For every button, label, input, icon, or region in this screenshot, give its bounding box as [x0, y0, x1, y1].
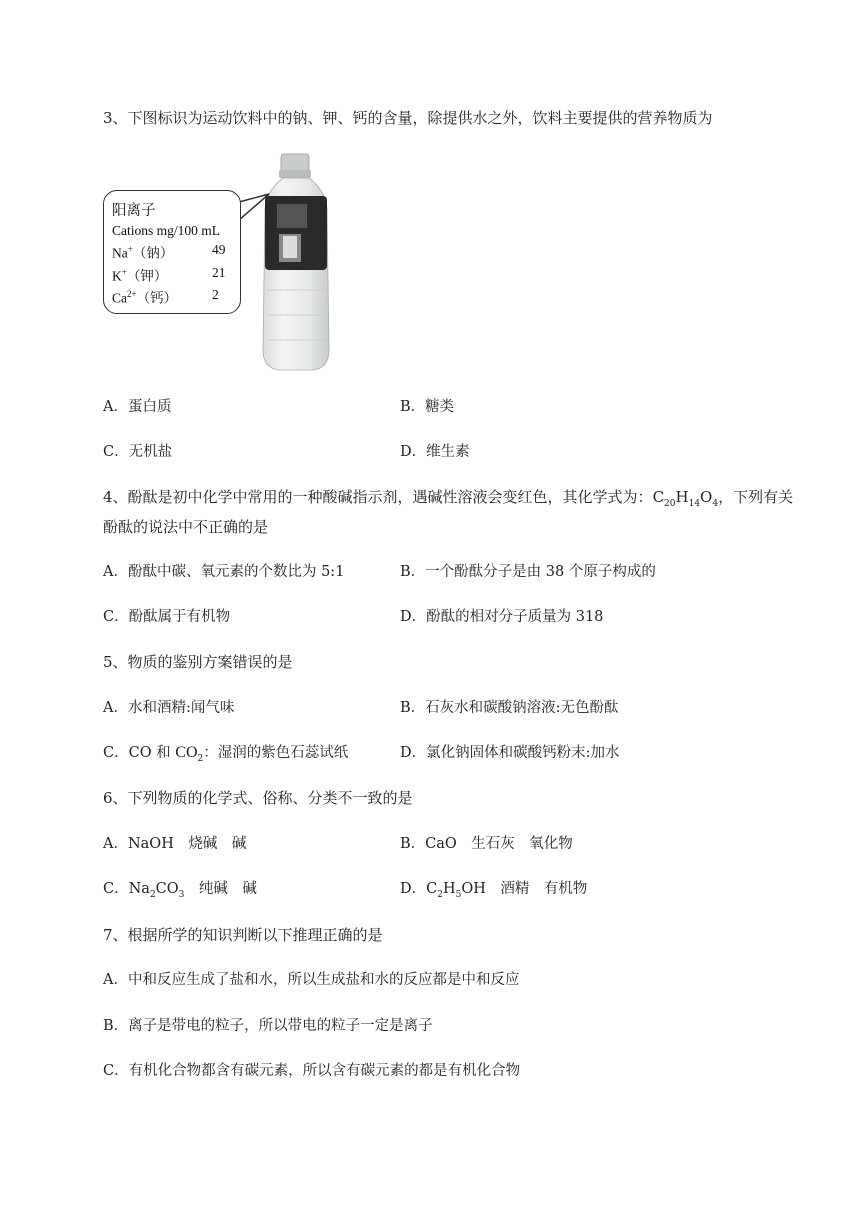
q3-option-a[interactable]: A．蛋白质: [103, 399, 172, 415]
label-unit: Cations mg/100 mL: [112, 223, 220, 238]
q3-option-c[interactable]: C．无机盐: [103, 444, 173, 460]
phenolphthalein-formula: $C_{20}H_{14}O_4$: [652, 488, 719, 509]
q4-option-c[interactable]: C．酚酞属于有机物: [103, 609, 231, 625]
q7-stem: 7、根据所学的知识判断以下推理正确的是: [103, 926, 383, 944]
q7-option-b[interactable]: B．离子是带电的粒子，所以带电的粒子一定是离子: [103, 1018, 433, 1034]
q5-stem: 5、物质的鉴别方案错误的是: [103, 653, 293, 671]
label-row-ca: $Ca^{2+}$（钙） 2: [112, 287, 219, 306]
q7-option-c[interactable]: C．有机化合物都含有碳元素，所以含有碳元素的都是有机化合物: [103, 1063, 521, 1079]
q5-option-b[interactable]: B．石灰水和碳酸钠溶液:无色酚酞: [400, 700, 619, 716]
label-title: 阳离子: [112, 203, 156, 219]
q3-option-b[interactable]: B．糖类: [400, 399, 455, 415]
q4-option-a[interactable]: A．酚酞中碳、氧元素的个数比为 5:1: [103, 564, 345, 580]
q3-option-d[interactable]: D．维生素: [400, 444, 470, 460]
q6-stem: 6、下列物质的化学式、俗称、分类不一致的是: [103, 789, 413, 807]
q5-option-a[interactable]: A．水和酒精:闻气味: [103, 700, 235, 716]
q4-option-d[interactable]: D．酚酞的相对分子质量为 318: [400, 609, 604, 625]
q6-option-d[interactable]: D．$C_2H_5OH$ 酒精 有机物: [400, 881, 588, 900]
q4-stem-line2: 酚酞的说法中不正确的是: [103, 518, 269, 536]
ion-label-callout: [103, 190, 241, 314]
label-row-k: K+（钾） 21: [112, 264, 226, 283]
q3-stem: 3、下图标识为运动饮料中的钠、钾、钙的含量，除提供水之外，饮料主要提供的营养物质为: [103, 109, 713, 127]
q4-stem-line1: 4、酚酞是初中化学中常用的一种酸碱指示剂，遇碱性溶液会变红色，其化学式为：$C_{20}H_{14}O_4$，下列有关: [103, 488, 794, 509]
q4-option-b[interactable]: B．一个酚酞分子是由 38 个原子构成的: [400, 564, 656, 580]
q7-option-a[interactable]: A．中和反应生成了盐和水，所以生成盐和水的反应都是中和反应: [103, 972, 520, 988]
q5-option-d[interactable]: D．氯化钠固体和碳酸钙粉末:加水: [400, 745, 620, 761]
label-row-na: Na+（钠） 49: [112, 242, 226, 261]
q6-option-c[interactable]: C．$Na_2CO_3$ 纯碱 碱: [103, 881, 257, 900]
q5-option-c[interactable]: C．CO 和 $CO_2$：湿润的紫色石蕊试纸: [103, 744, 349, 764]
q6-option-b[interactable]: B．CaO 生石灰 氧化物: [400, 836, 573, 852]
drink-label-figure: [103, 150, 343, 372]
bottle-image: [253, 150, 339, 372]
callout-pointer: [237, 190, 271, 230]
q6-option-a[interactable]: A．NaOH 烧碱 碱: [103, 836, 247, 852]
